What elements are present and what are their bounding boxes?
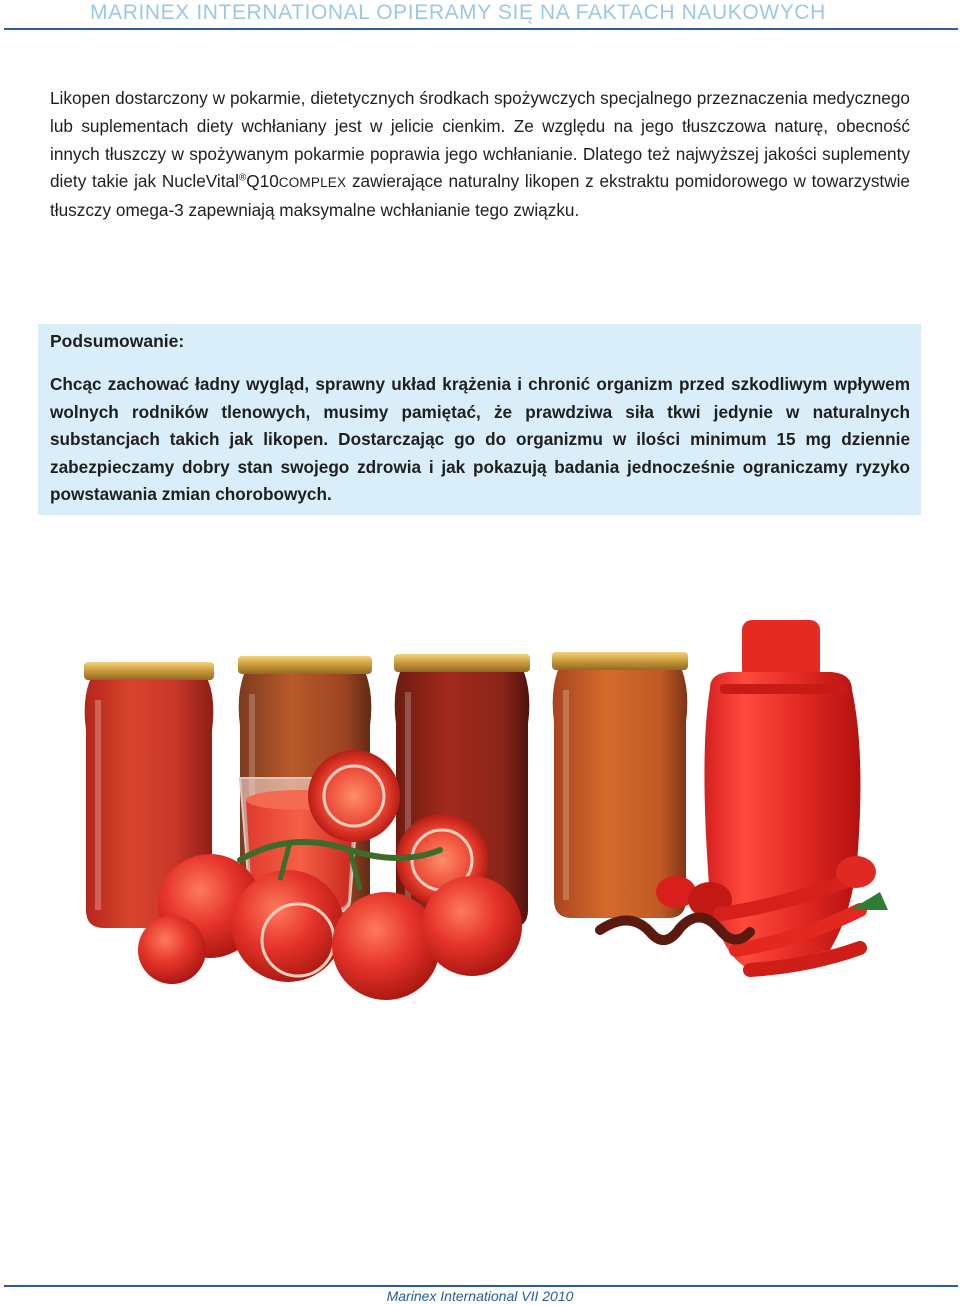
product-complex: COMPLEX [278, 175, 347, 191]
tomato-products-illustration [60, 610, 900, 1010]
header-title: MARINEX INTERNATIONAL OPIERAMY SIĘ NA FAKTACH NAUKOWYCH [90, 1, 826, 24]
summary-box [38, 324, 921, 515]
intro-paragraph [50, 85, 910, 225]
registered-mark: ® [238, 172, 247, 184]
footer-text: Marinex International VII 2010 [386, 1288, 574, 1304]
intro-text-part2: zawierające naturalny likopen z ekstraktu pomidorowego w towarzystwie tłuszczy omega-3 zapewniają maksymalne wchłanianie tego związku. [50, 171, 910, 221]
intro-text-part1: Likopen dostarczony w pokarmie, dietetycznych środkach spożywczych specjalnego przeznaczenia medycznego lub suplementach diety wchłaniany jest w jelicie cienkim. Ze względu na jego tłuszczowa naturę, obecność innych tłuszczy w spożywanym pokarmie poprawia jego wchłanianie. Dlatego też najwyższej jakości suplementy diety takie jak NucleVital [50, 88, 910, 192]
footer-divider [4, 1285, 958, 1287]
header-divider [4, 28, 958, 30]
product-q10: Q10 [246, 171, 279, 192]
page-header [0, 0, 960, 30]
summary-title: Podsumowanie: [50, 331, 185, 351]
summary-text: Chcąc zachować ładny wygląd, sprawny układ krążenia i chronić organizm przed szkodliwym wpływem wolnych rodników tlenowych, musimy pamiętać, że prawdziwa siła tkwi jedynie w naturalnych substancjach takich jak likopen. Dostarczając go do organizmu w ilości minimum 15 mg dziennie zabezpieczamy dobry stan swojego zdrowia i jak pokazują badania jednocześnie ograniczamy ryzyko powstawania zmian chorobowych. [50, 374, 910, 505]
